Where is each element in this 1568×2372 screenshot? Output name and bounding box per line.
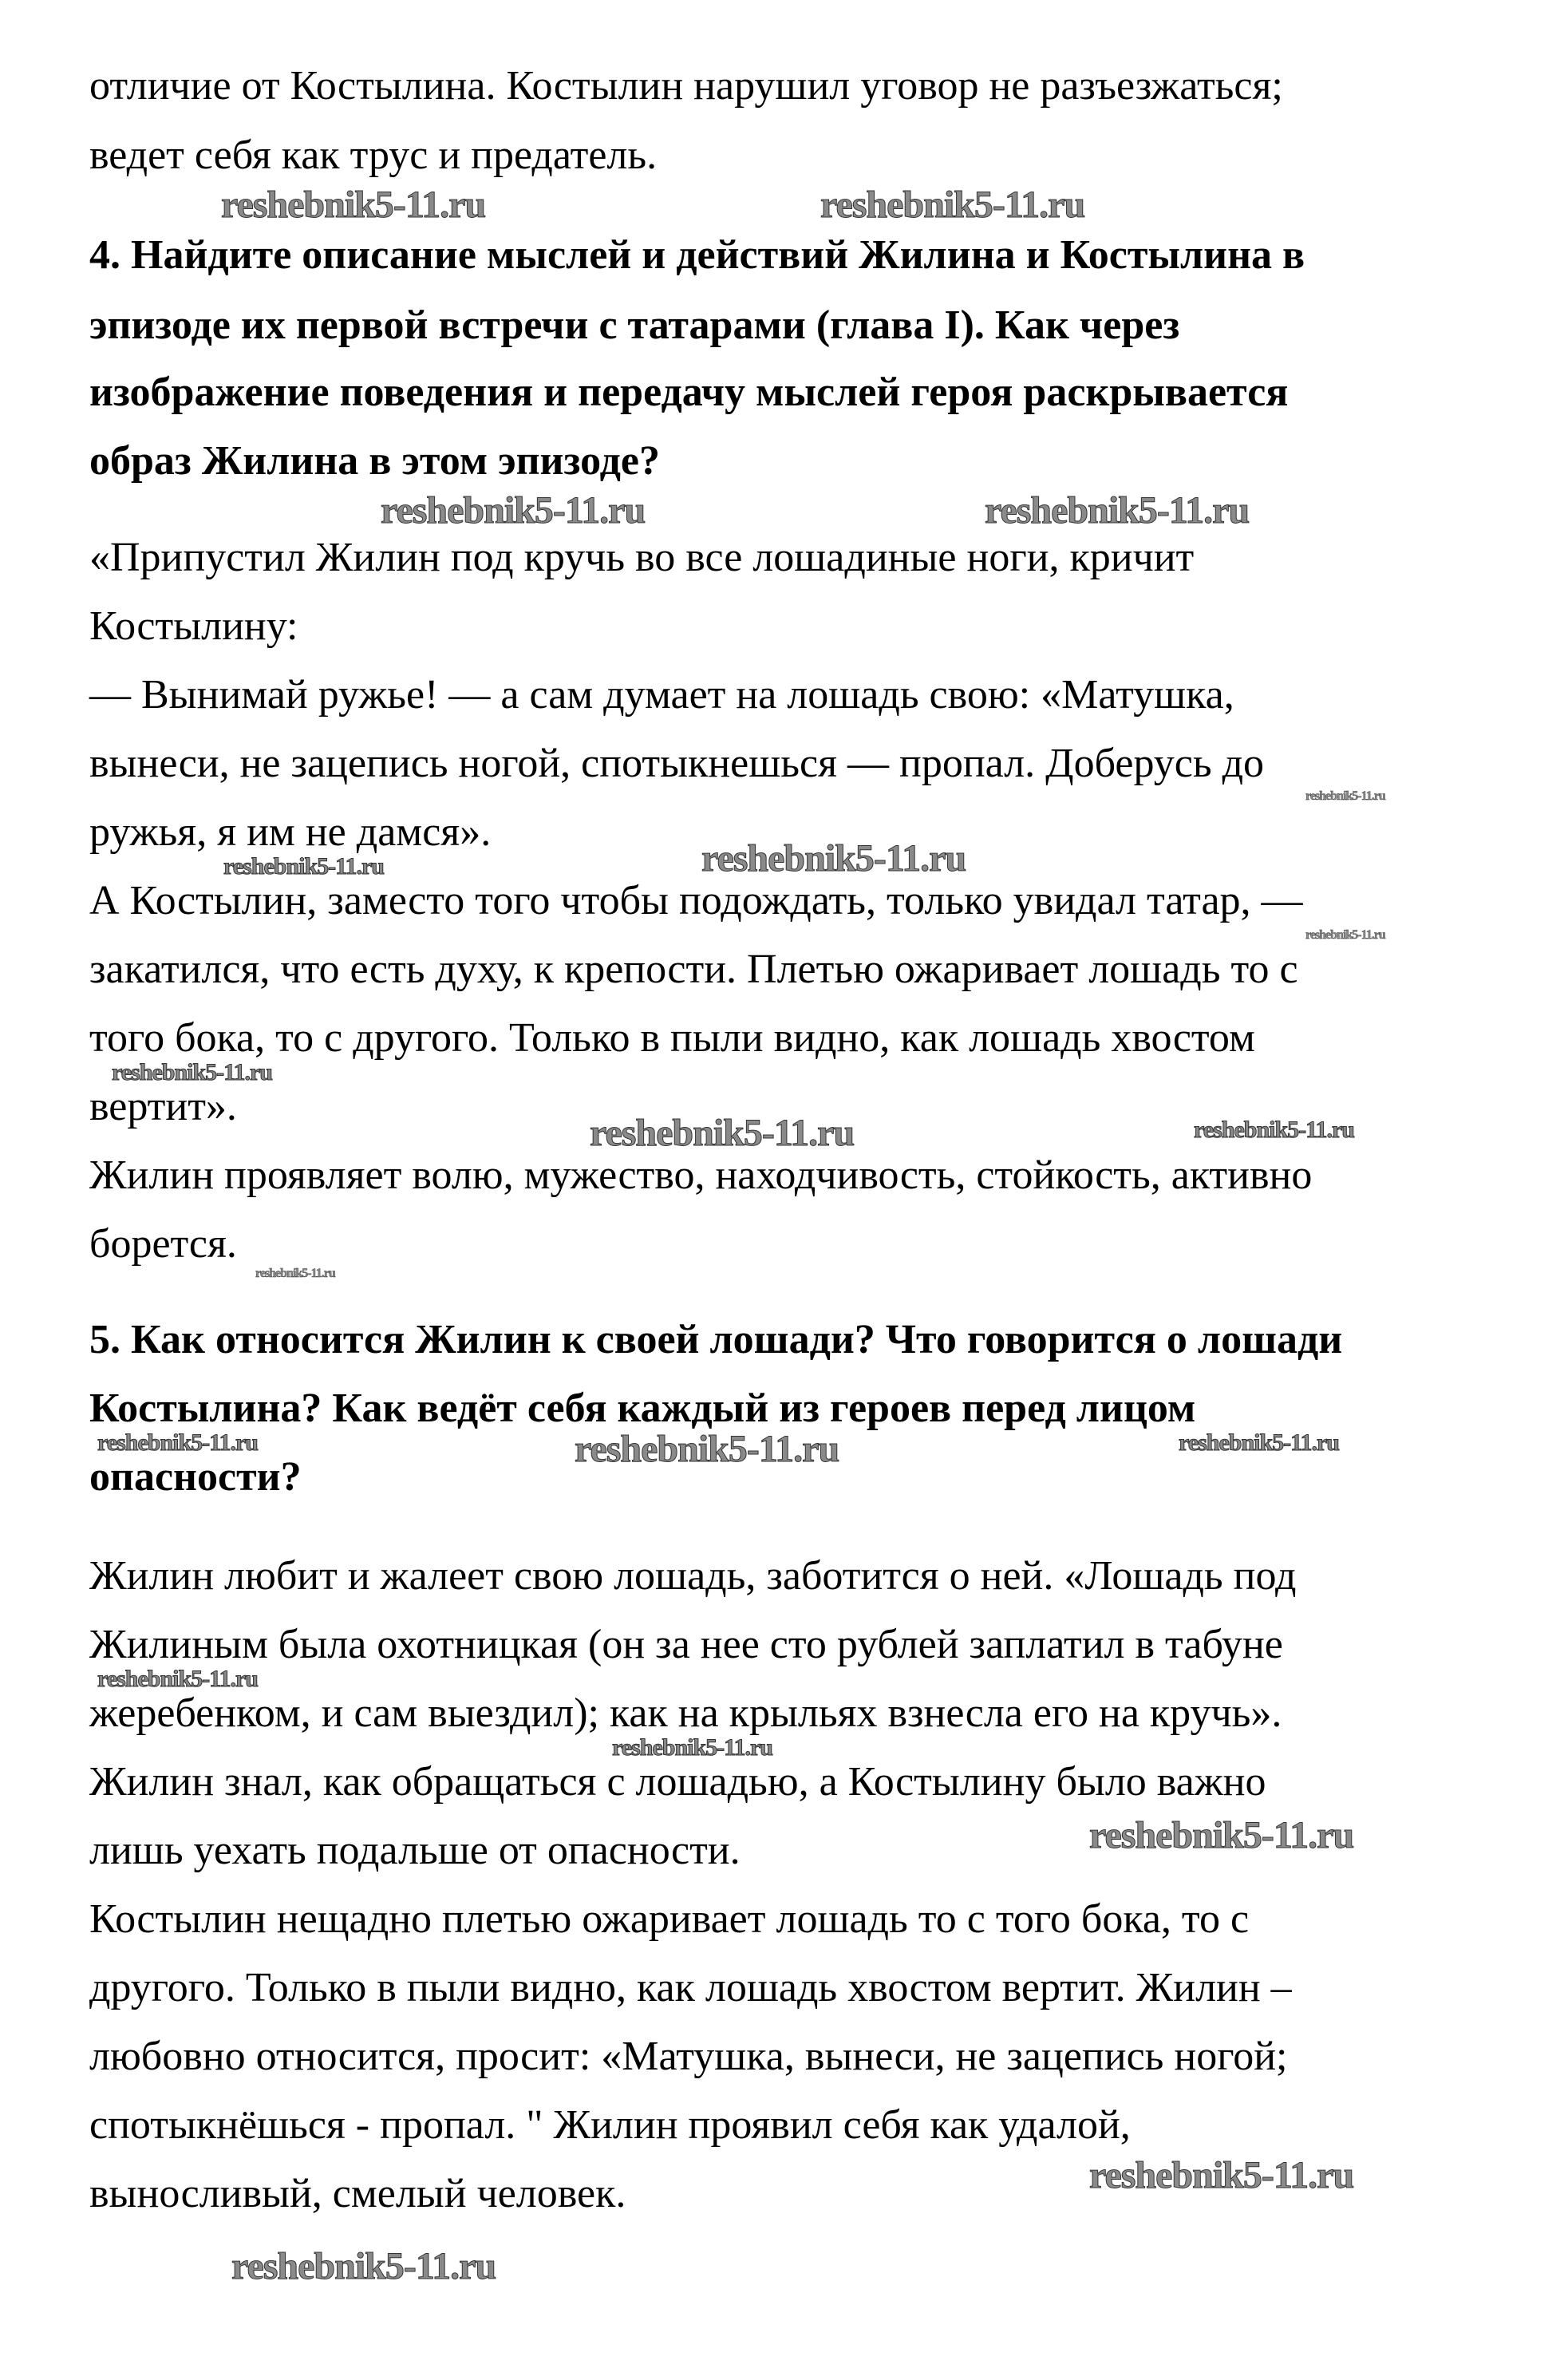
watermark: reshebnik5-11.ru — [223, 853, 384, 880]
text-line: Жилин проявляет волю, мужество, находчивость, стойкость, активно — [89, 1152, 1313, 1198]
question-4-heading: изображение поведения и передачу мыслей героя раскрывается — [89, 370, 1289, 415]
watermark: reshebnik5-11.ru — [590, 1112, 855, 1154]
text-line: Жилин любит и жалеет свою лошадь, заботится о ней. «Лошадь под — [89, 1553, 1297, 1599]
question-4-heading: эпизоде их первой встречи с татарами (глава I). Как через — [89, 302, 1180, 348]
text-line: отличие от Костылина. Костылин нарушил уговор не разъезжаться; — [89, 63, 1283, 109]
text-line: борется. — [89, 1221, 237, 1267]
watermark: reshebnik5-11.ru — [1305, 789, 1385, 803]
question-4-heading: 4. Найдите описание мыслей и действий Жилина и Костылина в — [89, 232, 1305, 278]
watermark: reshebnik5-11.ru — [221, 184, 486, 226]
text-line: Жилин знал, как обращаться с лошадью, а Костылину было важно — [89, 1759, 1266, 1805]
text-line: ружья, я им не дамся». — [89, 809, 492, 855]
text-line: ведет себя как трус и предатель. — [89, 132, 658, 178]
question-4-heading: образ Жилина в этом эпизоде? — [89, 438, 660, 484]
question-5-heading: 5. Как относится Жилин к своей лошади? Что говорится о лошади — [89, 1317, 1343, 1362]
watermark: reshebnik5-11.ru — [381, 489, 646, 532]
watermark: reshebnik5-11.ru — [112, 1059, 272, 1085]
watermark: reshebnik5-11.ru — [1089, 1814, 1354, 1856]
text-line: А Костылин, заместо того чтобы подождать, только увидал татар, — — [89, 878, 1303, 923]
text-line: закатился, что есть духу, к крепости. Плетью ожаривает лошадь то с — [89, 947, 1298, 992]
watermark: reshebnik5-11.ru — [1089, 2154, 1354, 2196]
text-line: вертит». — [89, 1084, 237, 1129]
watermark: reshebnik5-11.ru — [575, 1428, 839, 1470]
watermark: reshebnik5-11.ru — [1305, 928, 1385, 942]
text-line: любовно относится, просит: «Матушка, вынеси, не зацепись ногой; — [89, 2034, 1288, 2079]
text-line: Костылин нещадно плетью ожаривает лошадь то с того бока, то с — [89, 1896, 1250, 1942]
text-line: «Припустил Жилин под кручь во все лошадиные ноги, кричит — [89, 535, 1195, 580]
text-line: спотыкнёшься - пропал. " Жилин проявил себя как удалой, — [89, 2102, 1131, 2148]
watermark: reshebnik5-11.ru — [231, 2245, 496, 2287]
text-line: вынеси, не зацепись ногой, спотыкнешься — пропал. Доберусь до — [89, 741, 1265, 786]
text-line: другого. Только в пыли видно, как лошадь хвостом вертит. Жилин – — [89, 1965, 1292, 2010]
watermark: reshebnik5-11.ru — [1194, 1117, 1354, 1143]
watermark: reshebnik5-11.ru — [255, 1267, 335, 1280]
text-line: Костылину: — [89, 603, 298, 649]
watermark: reshebnik5-11.ru — [97, 1666, 258, 1692]
text-line: того бока, то с другого. Только в пыли видно, как лошадь хвостом — [89, 1015, 1255, 1061]
question-5-heading: опасности? — [89, 1454, 302, 1500]
watermark: reshebnik5-11.ru — [97, 1429, 258, 1456]
watermark: reshebnik5-11.ru — [1179, 1429, 1339, 1456]
watermark: reshebnik5-11.ru — [985, 489, 1250, 532]
question-5-heading: Костылина? Как ведёт себя каждый из героев перед лицом — [89, 1386, 1196, 1431]
text-line: Жилиным была охотницкая (он за нее сто рублей заплатил в табуне — [89, 1622, 1283, 1667]
watermark: reshebnik5-11.ru — [612, 1734, 772, 1761]
watermark: reshebnik5-11.ru — [820, 184, 1085, 226]
text-line: выносливый, смелый человек. — [89, 2171, 626, 2216]
text-line: лишь уехать подальше от опасности. — [89, 1828, 741, 1873]
text-line: — Вынимай ружье! — а сам думает на лошадь свою: «Матушка, — [89, 672, 1234, 718]
watermark: reshebnik5-11.ru — [701, 837, 966, 880]
text-line: жеребенком, и сам выездил); как на крыльях взнесла его на кручь». — [89, 1690, 1282, 1736]
